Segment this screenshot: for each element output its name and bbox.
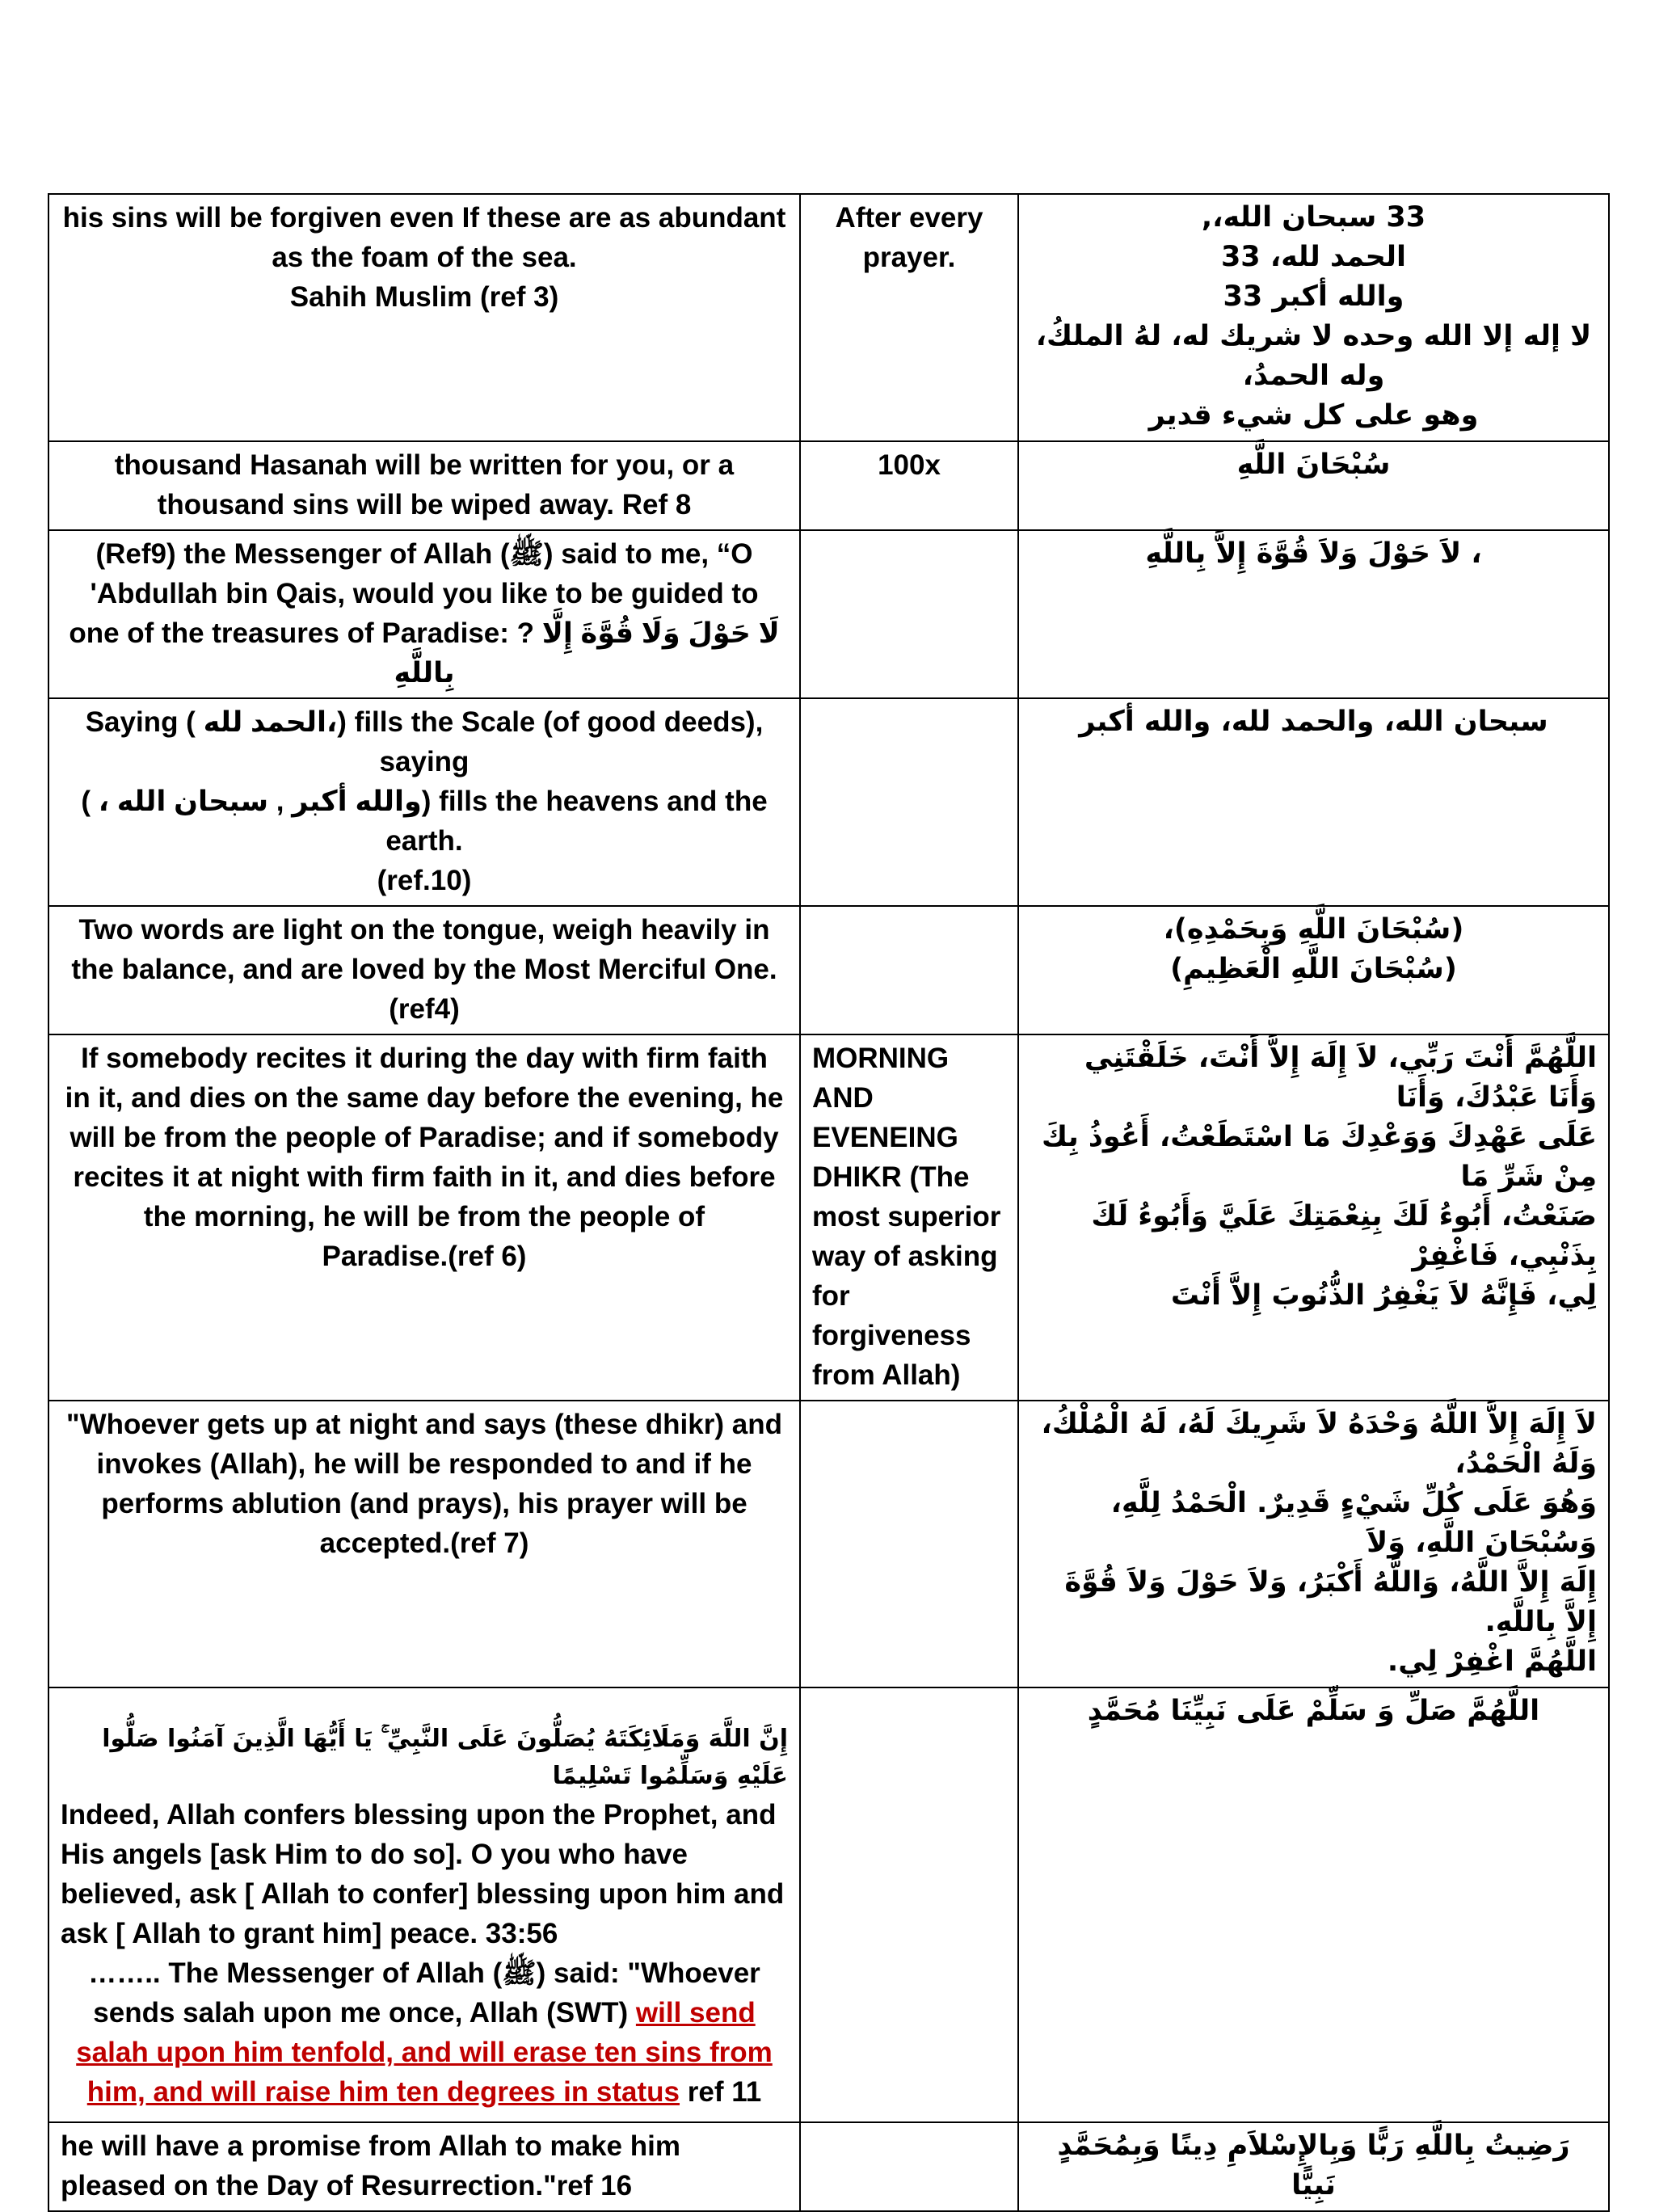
hadith-line	[61, 2072, 788, 2112]
hadith-highlight: him, and will raise him ten degrees in status	[86, 2076, 680, 2108]
timing-line: 100x	[878, 449, 941, 481]
dhikr-cell	[1018, 441, 1609, 530]
table-row	[48, 906, 1609, 1034]
dhikr-cell	[1018, 530, 1609, 698]
dhikr-line: رَضِيتُ بِاللَّهِ رَبًّا وَبِالإِسْلاَمِ دِينًا وَبِمُحَمَّدٍ نَبِيًّا	[1057, 2130, 1570, 2201]
hadith-block	[61, 1953, 788, 2112]
benefit-line: his sins will be forgiven even If these are as abundant	[62, 202, 786, 234]
dhikr-line: وَهُوَ عَلَى كُلِّ شَيْءٍ قَدِيرٌ. الْحَمْدُ لِلَّهِ، وَسُبْحَانَ اللَّهِ، وَلاَ	[1110, 1487, 1597, 1559]
timing-cell	[800, 698, 1018, 906]
benefit-line: saying	[379, 746, 470, 777]
benefit-line: Paradise.(ref 6)	[322, 1241, 527, 1272]
benefit-line: he will have a promise from Allah to make him	[61, 2130, 680, 2162]
timing-cell	[800, 194, 1018, 441]
hadith-highlight: will send	[635, 1997, 756, 2029]
hadith-line: …….. The Messenger of Allah (ﷺ) said: "Whoever	[88, 1957, 760, 1989]
benefit-cell	[48, 1687, 800, 2122]
translation-line: believed, ask [ Allah to confer] blessing upon him and	[61, 1878, 785, 1910]
timing-line: AND	[812, 1082, 874, 1114]
translation-line: ask [ Allah to grant him] peace. 33:56	[61, 1918, 558, 1949]
hadith-ref: ref 11	[680, 2076, 762, 2108]
timing-line: for	[812, 1280, 850, 1312]
benefit-line: ( ، والله أكبر , سبحان الله) fills the heavens and the earth.	[81, 786, 768, 857]
table-row	[48, 1687, 1609, 2122]
dhikr-line: اللَّهُمَّ أَنْتَ رَبِّي، لاَ إِلَهَ إِلاَّ أَنْتَ، خَلَقْتَنِي وَأَنَا عَبْدُكَ، وَأَنَا	[1084, 1042, 1597, 1114]
benefit-line: pleased on the Day of Resurrection."ref 16	[61, 2170, 633, 2201]
dhikr-cell	[1018, 194, 1609, 441]
benefit-line: 'Abdullah bin Qais, would you like to be guided to	[90, 578, 759, 609]
benefit-cell	[48, 698, 800, 906]
benefit-cell	[48, 2122, 800, 2211]
benefit-line: invokes (Allah), he will be responded to and if he	[96, 1448, 752, 1480]
dhikr-line: لاَ إِلَهَ إِلاَّ اللَّهُ وَحْدَهُ لاَ شَرِيكَ لَهُ، لَهُ الْمُلْكُ، وَلَهُ الْحَمْدُ،	[1041, 1408, 1597, 1480]
benefit-line: Sahih Muslim (ref 3)	[289, 281, 559, 313]
table-row	[48, 1034, 1609, 1401]
dhikr-line: لا إله إلا الله وحده لا شريك له، لهُ الملكُ، وله الحمدُ،	[1035, 320, 1592, 392]
timing-line: EVENEING	[812, 1122, 958, 1153]
benefit-cell	[48, 530, 800, 698]
timing-cell	[800, 441, 1018, 530]
timing-cell	[800, 1034, 1018, 1401]
table-row	[48, 698, 1609, 906]
benefit-line: (Ref9) the Messenger of Allah (ﷺ) said to me, “O	[95, 538, 753, 570]
timing-cell	[800, 1401, 1018, 1687]
benefit-line: recites it at night with firm faith in it, and dies before	[73, 1161, 776, 1193]
dhikr-line: اللَّهُمَّ صَلِّ وَ سَلِّمْ عَلَى نَبِيِّنَا مُحَمَّدٍ	[1087, 1695, 1540, 1727]
timing-line: forgiveness	[812, 1320, 971, 1351]
benefit-line: one of the treasures of Paradise: ? لَا حَوْلَ وَلَا قُوَّةَ إِلَّا بِاللَّهِ	[69, 617, 780, 689]
dhikr-line: لِي، فَإِنَّهُ لاَ يَغْفِرُ الذُّنُوبَ إِلاَّ أَنْتَ	[1170, 1279, 1597, 1312]
benefit-line: (ref4)	[389, 993, 460, 1025]
hadith-highlight: salah upon him tenfold, and will erase ten sins from	[76, 2037, 773, 2068]
timing-cell	[800, 1687, 1018, 2122]
benefit-line: Saying ( الحمد لله،) fills the Scale (of good deeds),	[85, 706, 764, 738]
dhikr-line: والله أكبر 33	[1223, 280, 1404, 313]
benefit-line: thousand sins will be wiped away. Ref 8	[157, 489, 692, 520]
translation-line: Indeed, Allah confers blessing upon the Prophet, and	[61, 1799, 777, 1831]
benefit-line: thousand Hasanah will be written for you, or a	[114, 449, 735, 481]
timing-line: from Allah)	[812, 1359, 961, 1391]
benefit-line: the balance, and are loved by the Most Merciful One.	[71, 954, 777, 985]
table-row	[48, 2122, 1609, 2211]
dhikr-cell	[1018, 906, 1609, 1034]
dhikr-line: وهو على كل شيء قدير	[1148, 399, 1479, 432]
dhikr-line: (سُبْحَانَ اللَّهِ وَبِحَمْدِهِ)،	[1163, 913, 1464, 946]
table-row	[48, 194, 1609, 441]
table-row	[48, 441, 1609, 530]
benefit-line: "Whoever gets up at night and says (these dhikr) and	[66, 1409, 782, 1440]
benefit-line: performs ablution (and prays), his prayer will be	[101, 1488, 747, 1519]
table-row	[48, 530, 1609, 698]
quran-verse-arabic: إِنَّ اللَّهَ وَمَلَائِكَتَهُ يُصَلُّونَ عَلَى النَّبِيِّ ۚ يَا أَيُّهَا الَّذِينَ آمَنُوا صَلُّوا عَلَيْهِ وَسَلِّمُوا تَسْلِيمًا	[102, 1725, 788, 1790]
dhikr-cell	[1018, 1401, 1609, 1687]
benefit-line: the morning, he will be from the people of	[143, 1201, 705, 1232]
timing-cell	[800, 906, 1018, 1034]
benefit-line: accepted.(ref 7)	[319, 1527, 529, 1559]
timing-line: MORNING	[812, 1043, 950, 1074]
dhikr-line: عَلَى عَهْدِكَ وَوَعْدِكَ مَا اسْتَطَعْتُ، أَعُوذُ بِكَ مِنْ شَرِّ مَا	[1042, 1121, 1597, 1193]
dhikr-cell	[1018, 698, 1609, 906]
timing-cell	[800, 2122, 1018, 2211]
benefit-line: as the foam of the sea.	[272, 242, 577, 273]
hadith-text: sends salah upon me once, Allah (SWT)	[93, 1997, 636, 2029]
benefit-cell	[48, 194, 800, 441]
dhikr-line: سُبْحَانَ اللَّهِ	[1236, 449, 1391, 481]
dhikr-cell	[1018, 2122, 1609, 2211]
dhikr-line: إِلَهَ إِلاَّ اللَّهُ، وَاللَّهُ أَكْبَرُ، وَلاَ حَوْلَ وَلاَ قُوَّةَ إِلاَّ بِاللَّهِ.	[1064, 1566, 1597, 1638]
benefit-line: will be from the people of Paradise; and if somebody	[69, 1122, 779, 1153]
benefit-cell	[48, 1401, 800, 1687]
dhikr-line: (سُبْحَانَ اللَّهِ الْعَظِيمِ)	[1170, 953, 1457, 985]
dhikr-line: ، لاَ حَوْلَ وَلاَ قُوَّةَ إِلاَّ بِاللَّهِ	[1145, 537, 1482, 570]
timing-line: way of asking	[812, 1241, 998, 1272]
benefit-cell	[48, 906, 800, 1034]
dhikr-line: اللَّهُمَّ اغْفِرْ لِي.	[1387, 1645, 1597, 1678]
dhikr-cell	[1018, 1034, 1609, 1401]
timing-line: most superior	[812, 1201, 1001, 1232]
dhikr-table	[48, 193, 1610, 2212]
dhikr-line: الحمد لله، 33	[1220, 241, 1407, 273]
translation-line: His angels [ask Him to do so]. O you who have	[61, 1839, 688, 1870]
timing-line: DHIKR (The	[812, 1161, 970, 1193]
dhikr-line: صَنَعْتُ، أَبُوءُ لَكَ بِنِعْمَتِكَ عَلَيَّ وَأَبُوءُ لَكَ بِذَنْبِي، فَاغْفِرْ	[1091, 1200, 1597, 1272]
timing-line: prayer.	[862, 242, 956, 273]
timing-line: After every	[835, 202, 983, 234]
benefit-line: in it, and dies on the same day before the evening, he	[65, 1082, 784, 1114]
table-row	[48, 1401, 1609, 1687]
benefit-cell	[48, 441, 800, 530]
benefit-line: If somebody recites it during the day with firm faith	[81, 1043, 768, 1074]
benefit-line: Two words are light on the tongue, weigh heavily in	[78, 914, 770, 946]
dhikr-line: سبحان الله، والحمد لله، والله أكبر	[1079, 706, 1548, 738]
benefit-line: (ref.10)	[377, 865, 472, 896]
timing-cell	[800, 530, 1018, 698]
dhikr-line: 33 سبحان الله،,	[1201, 201, 1426, 234]
dhikr-cell	[1018, 1687, 1609, 2122]
benefit-cell	[48, 1034, 800, 1401]
hadith-line	[61, 1993, 788, 2033]
